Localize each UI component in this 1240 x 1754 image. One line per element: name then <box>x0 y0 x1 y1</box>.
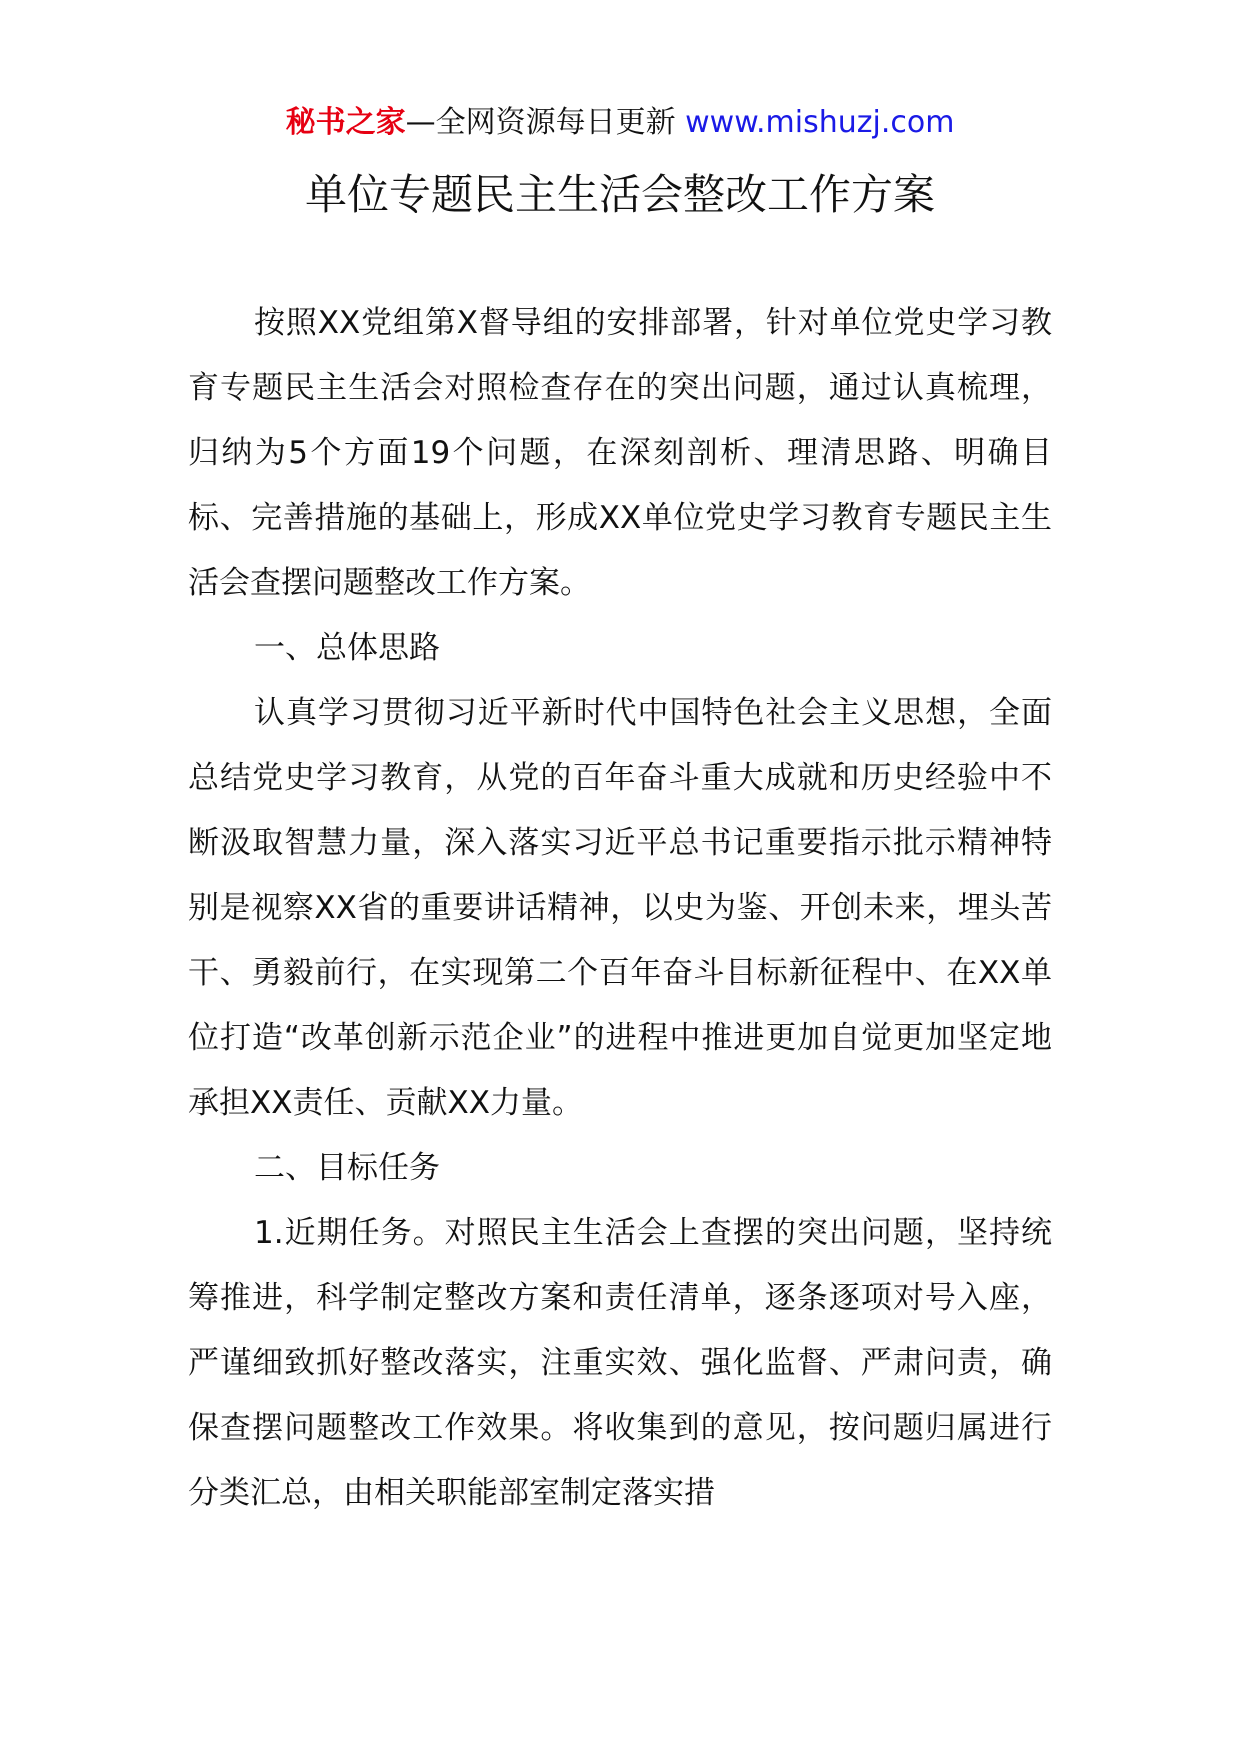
document-body <box>188 291 1052 1526</box>
document-title: 单位专题民主生活会整改工作方案 <box>304 170 935 219</box>
header-tagline: —全网资源每日更新 <box>405 105 686 140</box>
section-heading-goals-tasks: 二、目标任务 <box>254 1150 440 1186</box>
near-term-tasks-paragraph: 1.近期任务。对照民主生活会上查摆的突出问题，坚持统筹推进，科学制定整改方案和责任清单，逐条逐项对号入座，严谨细致抓好整改落实，注重实效、强化监督、严肃问责，确保查摆问题整改工作效果。将收集到的意见，按问题归属进行分类汇总，由相关职能部室制定落实措 <box>188 1215 1052 1511</box>
section-heading-overall-approach: 一、总体思路 <box>254 630 440 666</box>
intro-paragraph: 按照XX党组第X督导组的安排部署，针对单位党史学习教育专题民主生活会对照检查存在的突出问题，通过认真梳理，归纳为5个方面19个问题，在深刻剖析、理清思路、明确目标、完善措施的基础上，形成XX单位党史学习教育专题民主生活会查摆问题整改工作方案。 <box>188 305 1052 601</box>
site-header <box>0 100 1240 146</box>
site-url-link[interactable]: www.mishuzj.com <box>685 105 955 140</box>
brand-name: 秘书之家 <box>285 105 406 140</box>
overall-approach-paragraph: 认真学习贯彻习近平新时代中国特色社会主义思想，全面总结党史学习教育，从党的百年奋斗重大成就和历史经验中不断汲取智慧力量，深入落实习近平总书记重要指示批示精神特别是视察XX省的重要讲话精神，以史为鉴、开创未来，埋头苦干、勇毅前行，在实现第二个百年奋斗目标新征程中、在XX单位打造“改革创新示范企业”的进程中推进更加自觉更加坚定地承担XX责任、贡献XX力量。 <box>188 695 1052 1121</box>
